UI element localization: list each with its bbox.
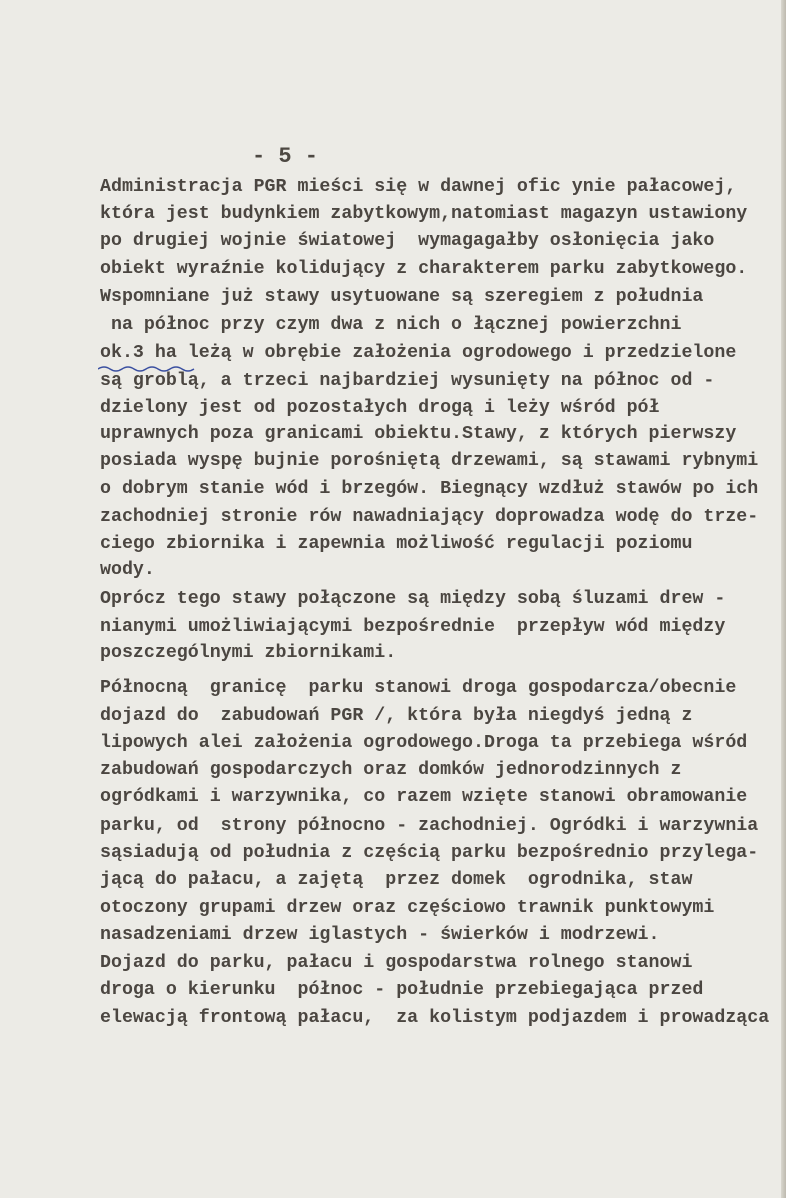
text-line: droga o kierunku północ - południe przebiegająca przed xyxy=(100,980,704,1000)
text-line: zachodniej stronie rów nawadniający doprowadza wodę do trze- xyxy=(100,507,759,527)
text-line: Północną granicę parku stanowi droga gospodarcza/obecnie xyxy=(100,678,737,698)
text-line: nianymi umożliwiającymi bezpośrednie przepływ wód między xyxy=(100,617,726,637)
text-line: ciego zbiornika i zapewnia możliwość regulacji poziomu xyxy=(100,534,693,554)
handwritten-wavy-underline xyxy=(98,364,196,372)
text-line: nasadzeniami drzew iglastych - świerków i modrzewi. xyxy=(100,925,660,945)
text-line: Administracja PGR mieści się w dawnej ofic ynie pałacowej, xyxy=(100,177,737,197)
text-line: poszczególnymi zbiornikami. xyxy=(100,643,397,663)
text-line: jącą do pałacu, a zajętą przez domek ogrodnika, staw xyxy=(100,870,693,890)
text-line: lipowych alei założenia ogrodowego.Droga ta przebiega wśród xyxy=(100,733,748,753)
text-line: parku, od strony północno - zachodniej. Ogródki i warzywnia xyxy=(100,816,759,836)
text-line: sąsiadują od południa z częścią parku bezpośrednio przylega- xyxy=(100,843,759,863)
text-line: Wspomniane już stawy usytuowane są szeregiem z południa xyxy=(100,287,704,307)
text-line: uprawnych poza granicami obiektu.Stawy, z których pierwszy xyxy=(100,424,737,444)
text-line: która jest budynkiem zabytkowym,natomiast magazyn ustawiony xyxy=(100,204,748,224)
text-line: po drugiej wojnie światowej wymagagałby osłonięcia jako xyxy=(100,231,715,251)
text-line: obiekt wyraźnie kolidujący z charakterem parku zabytkowego. xyxy=(100,259,748,279)
text-line: na północ przy czym dwa z nich o łącznej powierzchni xyxy=(100,315,682,335)
text-line: posiada wyspę bujnie porośniętą drzewami, są stawami rybnymi xyxy=(100,451,759,471)
text-line: Dojazd do parku, pałacu i gospodarstwa rolnego stanowi xyxy=(100,953,693,973)
text-line: Oprócz tego stawy połączone są między sobą śluzami drew - xyxy=(100,589,726,609)
text-line: zabudowań gospodarczych oraz domków jednorodzinnych z xyxy=(100,760,682,780)
text-line: otoczony grupami drzew oraz częściowo trawnik punktowymi xyxy=(100,898,715,918)
text-line: ogródkami i warzywnika, co razem wzięte stanowi obramowanie xyxy=(100,787,748,807)
page-number: - 5 - xyxy=(252,144,319,169)
text-line: elewacją frontową pałacu, za kolistym podjazdem i prowadząca xyxy=(100,1008,770,1028)
text-line: dojazd do zabudowań PGR /, która była niegdyś jedną z xyxy=(100,706,693,726)
text-line: dzielony jest od pozostałych drogą i leży wśród pół xyxy=(100,398,660,418)
text-line: wody. xyxy=(100,560,155,580)
text-line: są groblą, a trzeci najbardziej wysunięty na północ od - xyxy=(100,371,715,391)
text-line: ok.3 ha leżą w obrębie założenia ogrodowego i przedzielone xyxy=(100,343,737,363)
page-edge xyxy=(781,0,786,1198)
text-line: o dobrym stanie wód i brzegów. Biegnący wzdłuż stawów po ich xyxy=(100,479,759,499)
